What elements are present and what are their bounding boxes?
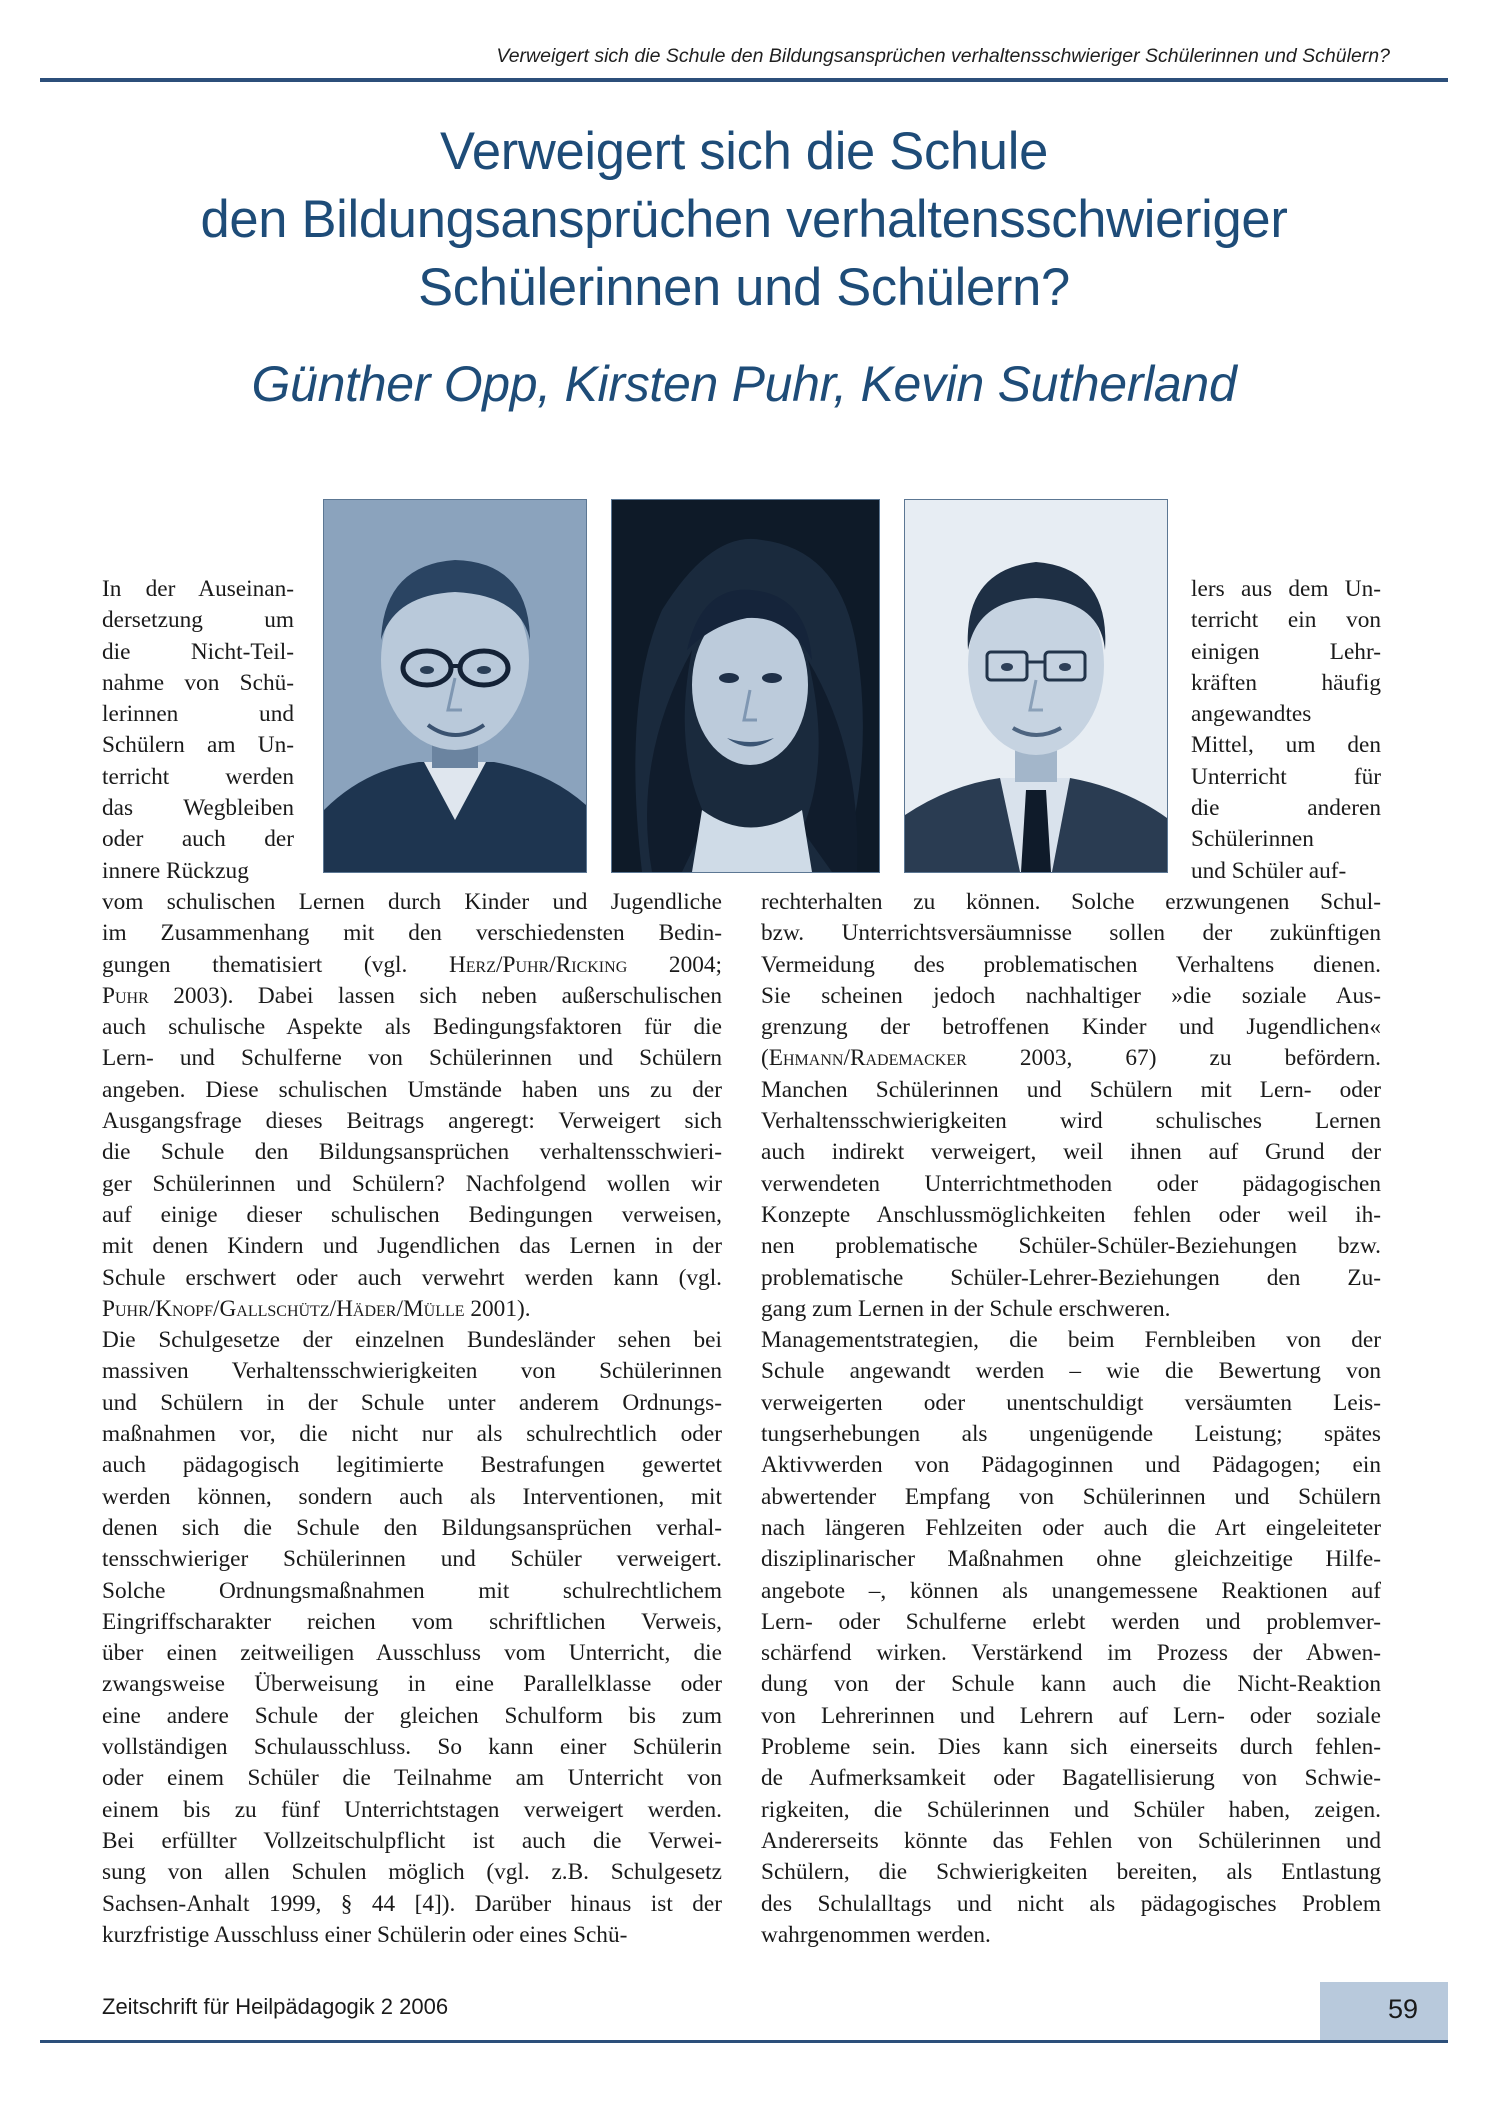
text-line: die Nicht-Teil- xyxy=(102,638,294,665)
text-line: Sachsen-Anhalt 1999, § 44 [4]). Darüber hinaus ist der xyxy=(102,1890,722,1917)
text-line: wahrgenommen werden. xyxy=(761,1921,991,1948)
text-line: innere Rückzug xyxy=(102,857,249,884)
body-left-narrow xyxy=(102,574,294,887)
author-citation: Rademacker xyxy=(849,1045,967,1072)
text-line: rechterhalten zu können. Solche erzwungenen Schul- xyxy=(761,889,1381,915)
body-right-narrow xyxy=(1191,574,1381,887)
text-line: Schülerinnen xyxy=(1191,826,1314,853)
text-line: Mittel, um den xyxy=(1191,732,1381,759)
title-line: den Bildungsansprüchen verhaltensschwieriger xyxy=(200,190,1288,249)
text-line: Konzepte Anschlussmöglichkeiten fehlen oder weil ih- xyxy=(761,1201,1381,1228)
author-citation: Herz xyxy=(448,951,496,978)
text-line: dersetzung um xyxy=(102,607,294,634)
author-citation: Ricking xyxy=(555,951,628,978)
text-line: grenzung der betroffenen Kinder und Jugendlichen« xyxy=(761,1014,1381,1041)
text-line: Eingriffscharakter reichen vom schriftlichen Verweis, xyxy=(102,1608,722,1635)
text-line: bzw. Unterrichtsversäumnisse sollen der zukünftigen xyxy=(761,920,1381,947)
text-line: Schülern, die Schwierigkeiten bereiten, als Entlastung xyxy=(761,1859,1381,1886)
text-line: angewandtes xyxy=(1191,701,1312,728)
text-line: lerinnen und xyxy=(102,701,294,728)
text-line: dung von der Schule kann auch die Nicht-Reaktion xyxy=(761,1671,1381,1698)
text-line: Andererseits könnte das Fehlen von Schülerinnen und xyxy=(761,1827,1381,1854)
author-citation: Puhr xyxy=(102,982,149,1009)
text-line: Lern- und Schulferne von Schülerinnen und Schülern xyxy=(102,1045,722,1072)
text-line: Verhaltensschwierigkeiten wird schulisches Lernen xyxy=(761,1108,1381,1135)
text-line: angebote –, können als unangemessene Reaktionen auf xyxy=(761,1577,1381,1604)
text-line: einigen Lehr- xyxy=(1191,638,1381,665)
text-line: Schule angewandt werden – wie die Bewertung von xyxy=(761,1358,1381,1385)
text-line: des Schulalltags und nicht als pädagogisches Problem xyxy=(761,1890,1381,1917)
text-line: Aktivwerden von Pädagoginnen und Pädagogen; ein xyxy=(761,1452,1381,1479)
text-line: mit denen Kindern und Jugendlichen das Lernen in der xyxy=(102,1233,722,1260)
text-line: nach längeren Fehlzeiten oder auch die Art eingeleiteter xyxy=(761,1514,1381,1541)
text-line: lers aus dem Un- xyxy=(1191,576,1381,602)
text-line: oder einem Schüler die Teilnahme am Unterricht von xyxy=(102,1765,722,1792)
text-line: maßnahmen vor, die nicht nur als schulrechtlich oder xyxy=(102,1421,722,1448)
title-line: Verweigert sich die Schule xyxy=(440,122,1048,181)
text-line: Manchen Schülerinnen und Schülern mit Lern- oder xyxy=(761,1076,1381,1103)
text-line: In der Auseinan- xyxy=(102,576,294,602)
text-line: denen sich die Schule den Bildungsansprüchen verhal- xyxy=(102,1514,722,1541)
text-line: gungen thematisiert (vgl. Herz/Puhr/Ricking 2004; xyxy=(102,951,722,978)
portrait-man-glasses-icon xyxy=(324,500,586,872)
text-line: Solche Ordnungsmaßnahmen mit schulrechtlichem xyxy=(102,1577,722,1604)
body-left-column xyxy=(102,887,722,1951)
title-line: Schülerinnen und Schülern? xyxy=(418,258,1070,317)
author-citation: Mülle xyxy=(402,1295,465,1322)
portrait-woman-dark-hair-icon xyxy=(612,500,879,872)
text-line: von Lehrerinnen und Lehrern auf Lern- oder soziale xyxy=(761,1702,1381,1729)
text-line: nahme von Schü- xyxy=(102,669,294,696)
text-line: die Schule den Bildungsansprüchen verhaltensschwieri- xyxy=(102,1139,722,1166)
text-line: Schülern am Un- xyxy=(102,732,294,759)
text-line: eine andere Schule der gleichen Schulform bis zum xyxy=(102,1702,722,1729)
text-line: Puhr/Knopf/Gallschütz/Häder/Mülle 2001). xyxy=(102,1295,531,1322)
text-line: Probleme sein. Dies kann sich einerseits durch fehlen- xyxy=(761,1734,1381,1761)
text-line: Sie scheinen jedoch nachhaltiger »die soziale Aus- xyxy=(761,982,1381,1009)
text-line: abwertender Empfang von Schülerinnen und Schülern xyxy=(761,1483,1381,1510)
text-line: vom schulischen Lernen durch Kinder und Jugendliche xyxy=(102,889,722,915)
text-line: Puhr 2003). Dabei lassen sich neben außerschulischen xyxy=(102,982,722,1009)
text-line: problematische Schüler-Lehrer-Beziehungen den Zu- xyxy=(761,1264,1381,1291)
text-line: terricht werden xyxy=(102,763,294,790)
text-line: auf einige dieser schulischen Bedingungen verweisen, xyxy=(102,1201,722,1228)
text-line: nen problematische Schüler-Schüler-Beziehungen bzw. xyxy=(761,1233,1381,1260)
text-line: schärfend wirken. Verstärkend im Prozess der Abwen- xyxy=(761,1640,1381,1667)
article-title xyxy=(40,118,1448,322)
text-line: im Zusammenhang mit den verschiedensten Bedin- xyxy=(102,920,722,947)
running-header: Verweigert sich die Schule den Bildungsansprüchen verhaltensschwieriger Schülerinnen und Schülern? xyxy=(496,45,1390,67)
text-line: verwendeten Unterrichtmethoden oder pädagogischen xyxy=(761,1170,1381,1197)
body-right-column xyxy=(761,887,1381,1951)
text-line: Vermeidung des problematischen Verhaltens dienen. xyxy=(761,951,1381,978)
text-line: über einen zeitweiligen Ausschluss vom Unterricht, die xyxy=(102,1640,722,1667)
text-line: und Schüler auf- xyxy=(1191,857,1347,884)
text-line: terricht ein von xyxy=(1191,607,1381,634)
text-line: Schule erschwert oder auch verwehrt werden kann (vgl. xyxy=(102,1264,722,1291)
text-line: ger Schülerinnen und Schülern? Nachfolgend wollen wir xyxy=(102,1170,722,1197)
text-line: oder auch der xyxy=(102,826,294,853)
text-line: zwangsweise Überweisung in eine Parallelklasse oder xyxy=(102,1671,722,1698)
article-authors: Günther Opp, Kirsten Puhr, Kevin Sutherland xyxy=(251,356,1237,412)
author-citation: Knopf xyxy=(155,1295,213,1322)
footer-rule xyxy=(40,2040,1448,2043)
text-line: vollständigen Schulausschluss. So kann einer Schülerin xyxy=(102,1734,722,1761)
author-photo-3 xyxy=(905,500,1167,872)
text-line: auch indirekt verweigert, weil ihnen auf Grund der xyxy=(761,1139,1381,1166)
header-rule xyxy=(40,78,1448,82)
author-citation: Ehmann xyxy=(768,1045,844,1072)
portrait-young-man-glasses-icon xyxy=(905,500,1167,872)
text-line: einem bis zu fünf Unterrichtstagen verweigert werden. xyxy=(102,1796,722,1823)
text-line: gang zum Lernen in der Schule erschweren. xyxy=(761,1295,1171,1322)
text-line: verweigerten oder unentschuldigt versäumten Leis- xyxy=(761,1389,1381,1416)
text-line: Lern- oder Schulferne erlebt werden und problemver- xyxy=(761,1608,1381,1635)
author-citation: Häder xyxy=(336,1295,397,1322)
text-line: disziplinarischer Maßnahmen ohne gleichzeitige Hilfe- xyxy=(761,1546,1381,1573)
author-photo-2 xyxy=(612,500,879,872)
text-line: auch schulische Aspekte als Bedingungsfaktoren für die xyxy=(102,1014,722,1041)
text-line: Ausgangsfrage dieses Beitrags angeregt: Verweigert sich xyxy=(102,1108,722,1135)
text-line: die anderen xyxy=(1191,795,1381,822)
text-line: das Wegbleiben xyxy=(102,795,294,822)
author-photo-1 xyxy=(324,500,586,872)
text-line: kräften häufig xyxy=(1191,669,1381,696)
text-line: massiven Verhaltensschwierigkeiten von Schülerinnen xyxy=(102,1358,722,1385)
author-citation: Puhr xyxy=(102,1295,149,1322)
text-line: Die Schulgesetze der einzelnen Bundesländer sehen bei xyxy=(102,1327,722,1354)
text-line: (Ehmann/Rademacker 2003, 67) zu befördern. xyxy=(761,1045,1381,1072)
text-line: Bei erfüllter Vollzeitschulpflicht ist auch die Verwei- xyxy=(102,1827,722,1854)
text-line: tensschwieriger Schülerinnen und Schüler verweigert. xyxy=(102,1546,722,1573)
text-line: und Schülern in der Schule unter anderem Ordnungs- xyxy=(102,1389,722,1416)
text-line: rigkeiten, die Schülerinnen und Schüler haben, zeigen. xyxy=(761,1796,1381,1823)
journal-name: Zeitschrift für Heilpädagogik 2 2006 xyxy=(102,1994,449,2019)
text-line: werden können, sondern auch als Interventionen, mit xyxy=(102,1483,722,1510)
author-citation: Gallschütz xyxy=(219,1295,330,1322)
text-line: Unterricht für xyxy=(1191,763,1381,790)
text-line: sung von allen Schulen möglich (vgl. z.B. Schulgesetz xyxy=(102,1859,722,1886)
text-line: angeben. Diese schulischen Umstände haben uns zu der xyxy=(102,1076,722,1103)
text-line: tungserhebungen als ungenügende Leistung; spätes xyxy=(761,1421,1381,1448)
text-line: de Aufmerksamkeit oder Bagatellisierung von Schwie- xyxy=(761,1765,1381,1792)
text-line: auch pädagogisch legitimierte Bestrafungen gewertet xyxy=(102,1452,722,1479)
author-citation: Puhr xyxy=(502,951,550,978)
text-line: kurzfristige Ausschluss einer Schülerin oder eines Schü- xyxy=(102,1921,628,1948)
page-number: 59 xyxy=(1387,1994,1418,2024)
text-line: Managementstrategien, die beim Fernbleiben von der xyxy=(761,1327,1381,1354)
